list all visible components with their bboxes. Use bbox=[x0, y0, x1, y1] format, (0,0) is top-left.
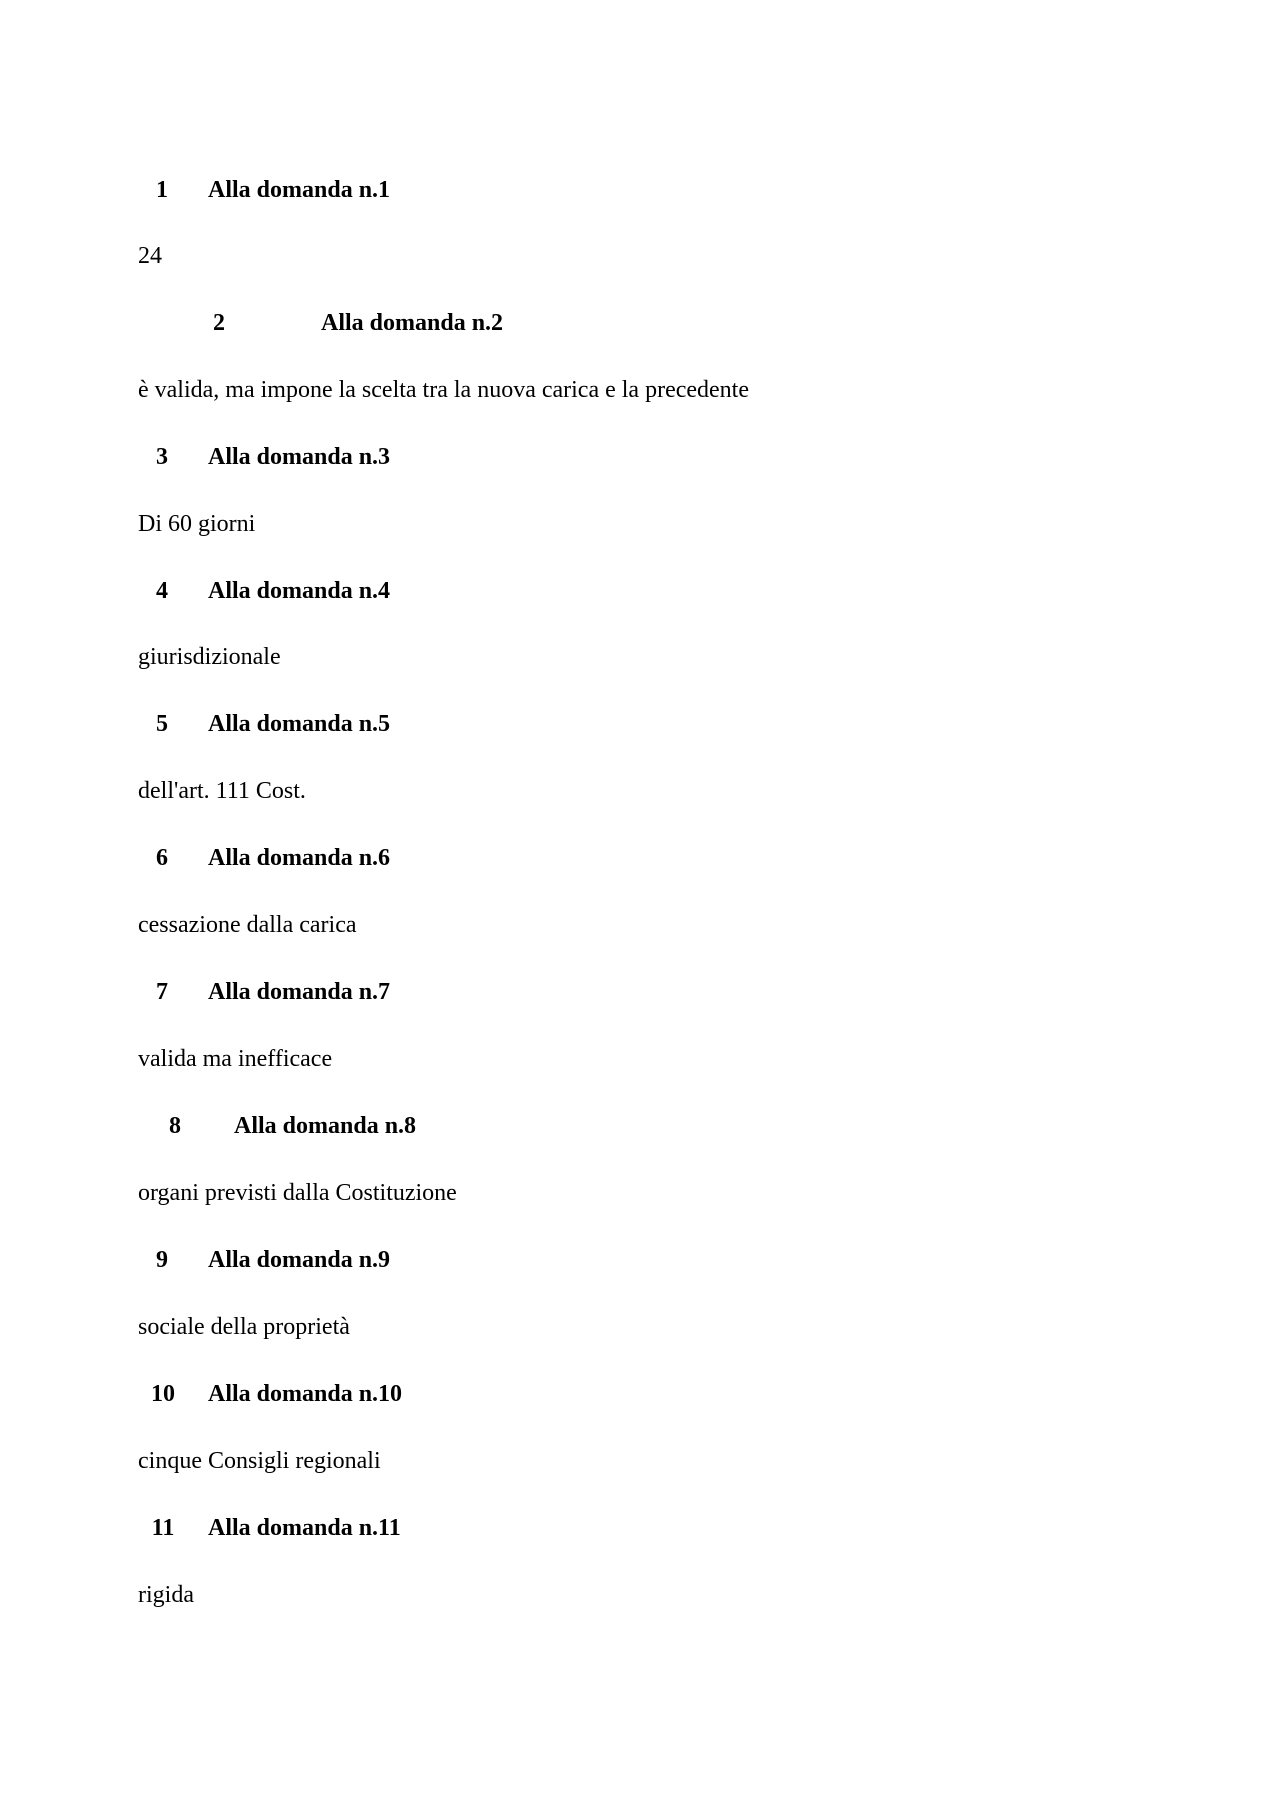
answer-text-7: valida ma inefficace bbox=[138, 1046, 333, 1072]
question-title: Alla domanda n.2 bbox=[321, 310, 504, 336]
question-number: 1 bbox=[156, 177, 168, 203]
question-number: 9 bbox=[156, 1247, 168, 1273]
question-number: 8 bbox=[169, 1113, 181, 1139]
question-number: 10 bbox=[151, 1381, 175, 1407]
answer-text-3: Di 60 giorni bbox=[138, 511, 256, 537]
question-heading-3 bbox=[0, 442, 600, 472]
question-number: 3 bbox=[156, 444, 168, 470]
question-title: Alla domanda n.10 bbox=[208, 1381, 403, 1407]
question-number: 7 bbox=[156, 979, 168, 1005]
question-title: Alla domanda n.11 bbox=[208, 1515, 401, 1541]
question-number: 6 bbox=[156, 845, 168, 871]
answer-text-5: dell'art. 111 Cost. bbox=[138, 778, 306, 804]
question-heading-4 bbox=[0, 576, 600, 606]
question-heading-2 bbox=[0, 308, 700, 338]
question-heading-5 bbox=[0, 709, 600, 739]
answer-text-8: organi previsti dalla Costituzione bbox=[138, 1180, 457, 1206]
question-title: Alla domanda n.9 bbox=[208, 1247, 391, 1273]
question-heading-7 bbox=[0, 977, 600, 1007]
question-title: Alla domanda n.3 bbox=[208, 444, 391, 470]
answer-text-1: 24 bbox=[138, 243, 162, 269]
question-heading-6 bbox=[0, 843, 600, 873]
answer-text-9: sociale della proprietà bbox=[138, 1314, 350, 1340]
answer-text-10: cinque Consigli regionali bbox=[138, 1448, 381, 1474]
answer-text-4: giurisdizionale bbox=[138, 644, 281, 670]
question-title: Alla domanda n.7 bbox=[208, 979, 391, 1005]
question-heading-8 bbox=[0, 1111, 620, 1141]
question-heading-9 bbox=[0, 1245, 600, 1275]
question-number: 4 bbox=[156, 578, 168, 604]
question-title: Alla domanda n.6 bbox=[208, 845, 391, 871]
question-heading-10 bbox=[0, 1379, 620, 1409]
answer-text-6: cessazione dalla carica bbox=[138, 912, 357, 938]
question-title: Alla domanda n.4 bbox=[208, 578, 391, 604]
question-number: 11 bbox=[151, 1515, 175, 1541]
question-title: Alla domanda n.1 bbox=[208, 177, 391, 203]
question-title: Alla domanda n.8 bbox=[234, 1113, 417, 1139]
answer-text-11: rigida bbox=[138, 1582, 194, 1608]
question-number: 5 bbox=[156, 711, 168, 737]
question-heading-11 bbox=[0, 1513, 620, 1543]
question-heading-1 bbox=[0, 175, 600, 205]
answer-text-2: è valida, ma impone la scelta tra la nuova carica e la precedente bbox=[138, 377, 750, 403]
question-number: 2 bbox=[213, 310, 225, 336]
question-title: Alla domanda n.5 bbox=[208, 711, 391, 737]
